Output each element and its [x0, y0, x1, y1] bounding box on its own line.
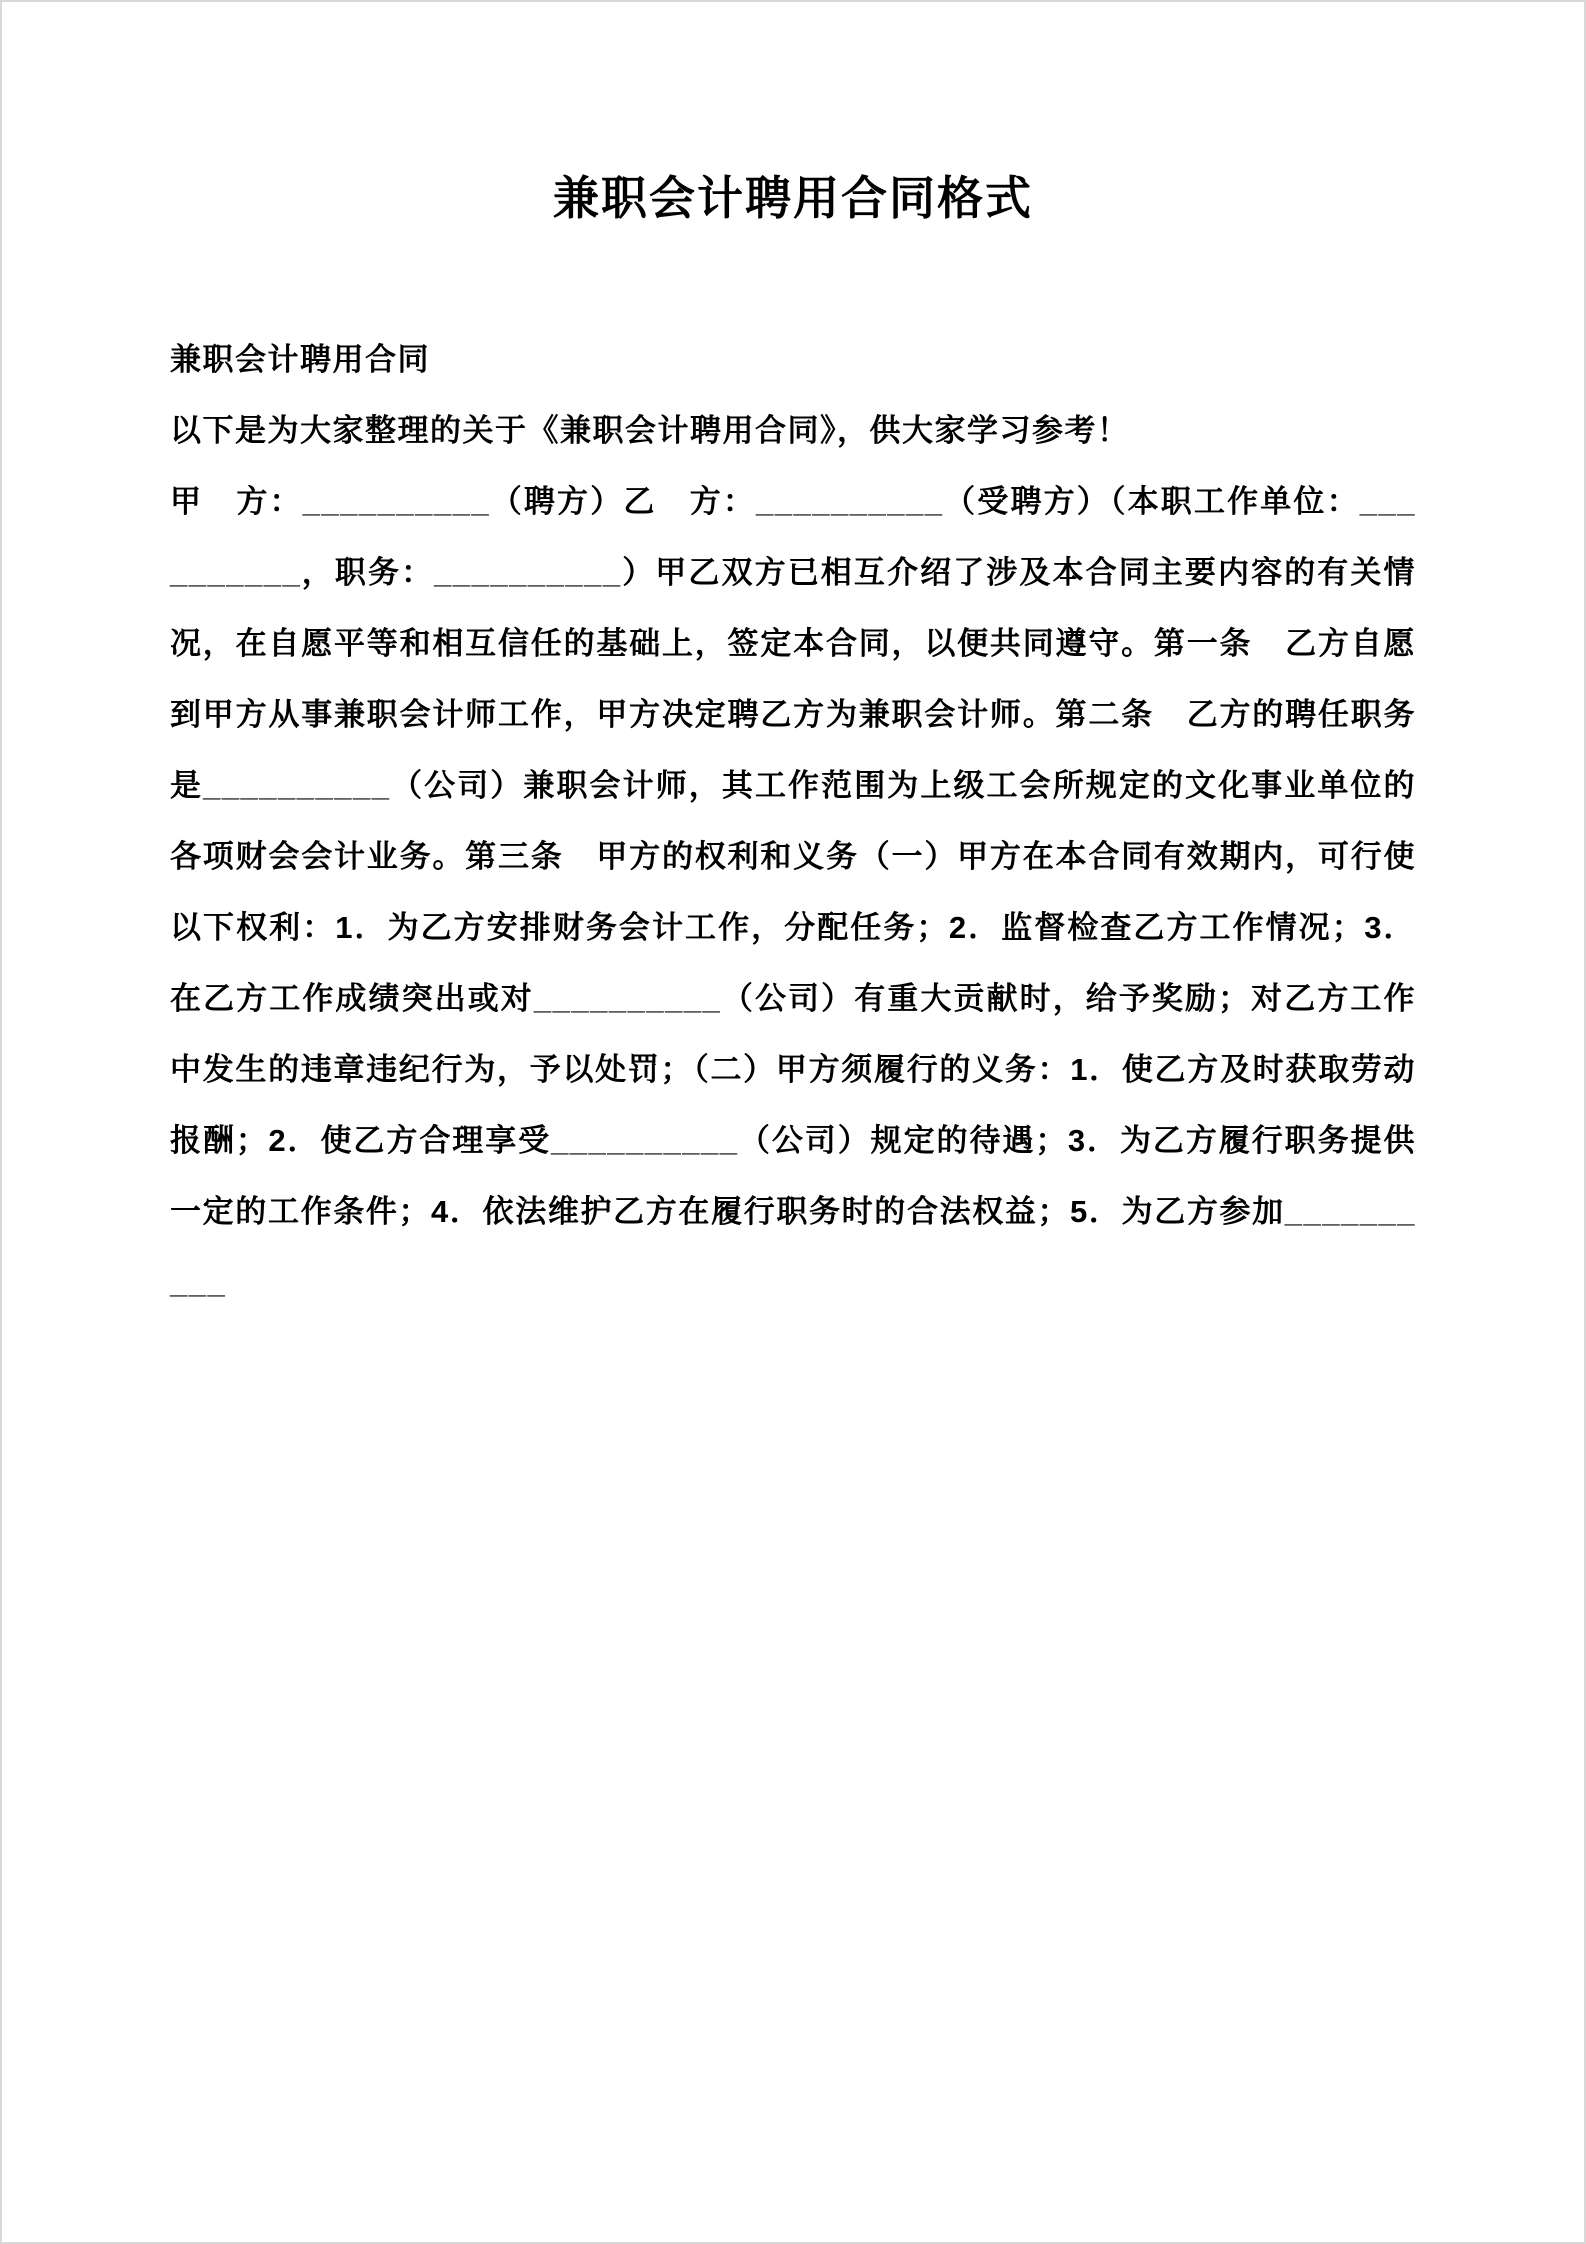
paragraph-subheading: 兼职会计聘用合同: [170, 342, 430, 377]
paragraph-contract-body: 甲 方：__________（聘方）乙 方：__________（受聘方）（本职工作单位：__________，职务：__________）甲乙双方已相互介绍了涉及本合同主要内容的有关情况，在自愿平等和相互信任的基础上，签定本合同，以便共同遵守。第一条 乙方自愿到甲方从事兼职会计师工作，甲方决定聘乙方为兼职会计师。第二条 乙方的聘任职务是__________（公司）兼职会计师，其工作范围为上级工会所规定的文化事业单位的各项财会会计业务。第三条 甲方的权利和义务（一）甲方在本合同有效期内，可行使以下权利：1．为乙方安排财务会计工作，分配任务；2．监督检查乙方工作情况；3．在乙方工作成绩突出或对__________（公司）有重大贡献时，给予奖励；对乙方工作中发生的违章违纪行为，予以处罚；（二）甲方须履行的义务：1．使乙方及时获取劳动报酬；2．使乙方合理享受__________（公司）规定的待遇；3．为乙方履行职务提供一定的工作条件；4．依法维护乙方在履行职务时的合法权益；5．为乙方参加__________: [170, 484, 1416, 1300]
document-title: 兼职会计聘用合同格式: [553, 172, 1033, 224]
paragraph-intro: 以下是为大家整理的关于《兼职会计聘用合同》，供大家学习参考！: [170, 413, 1130, 448]
document-body: [170, 324, 1416, 1318]
